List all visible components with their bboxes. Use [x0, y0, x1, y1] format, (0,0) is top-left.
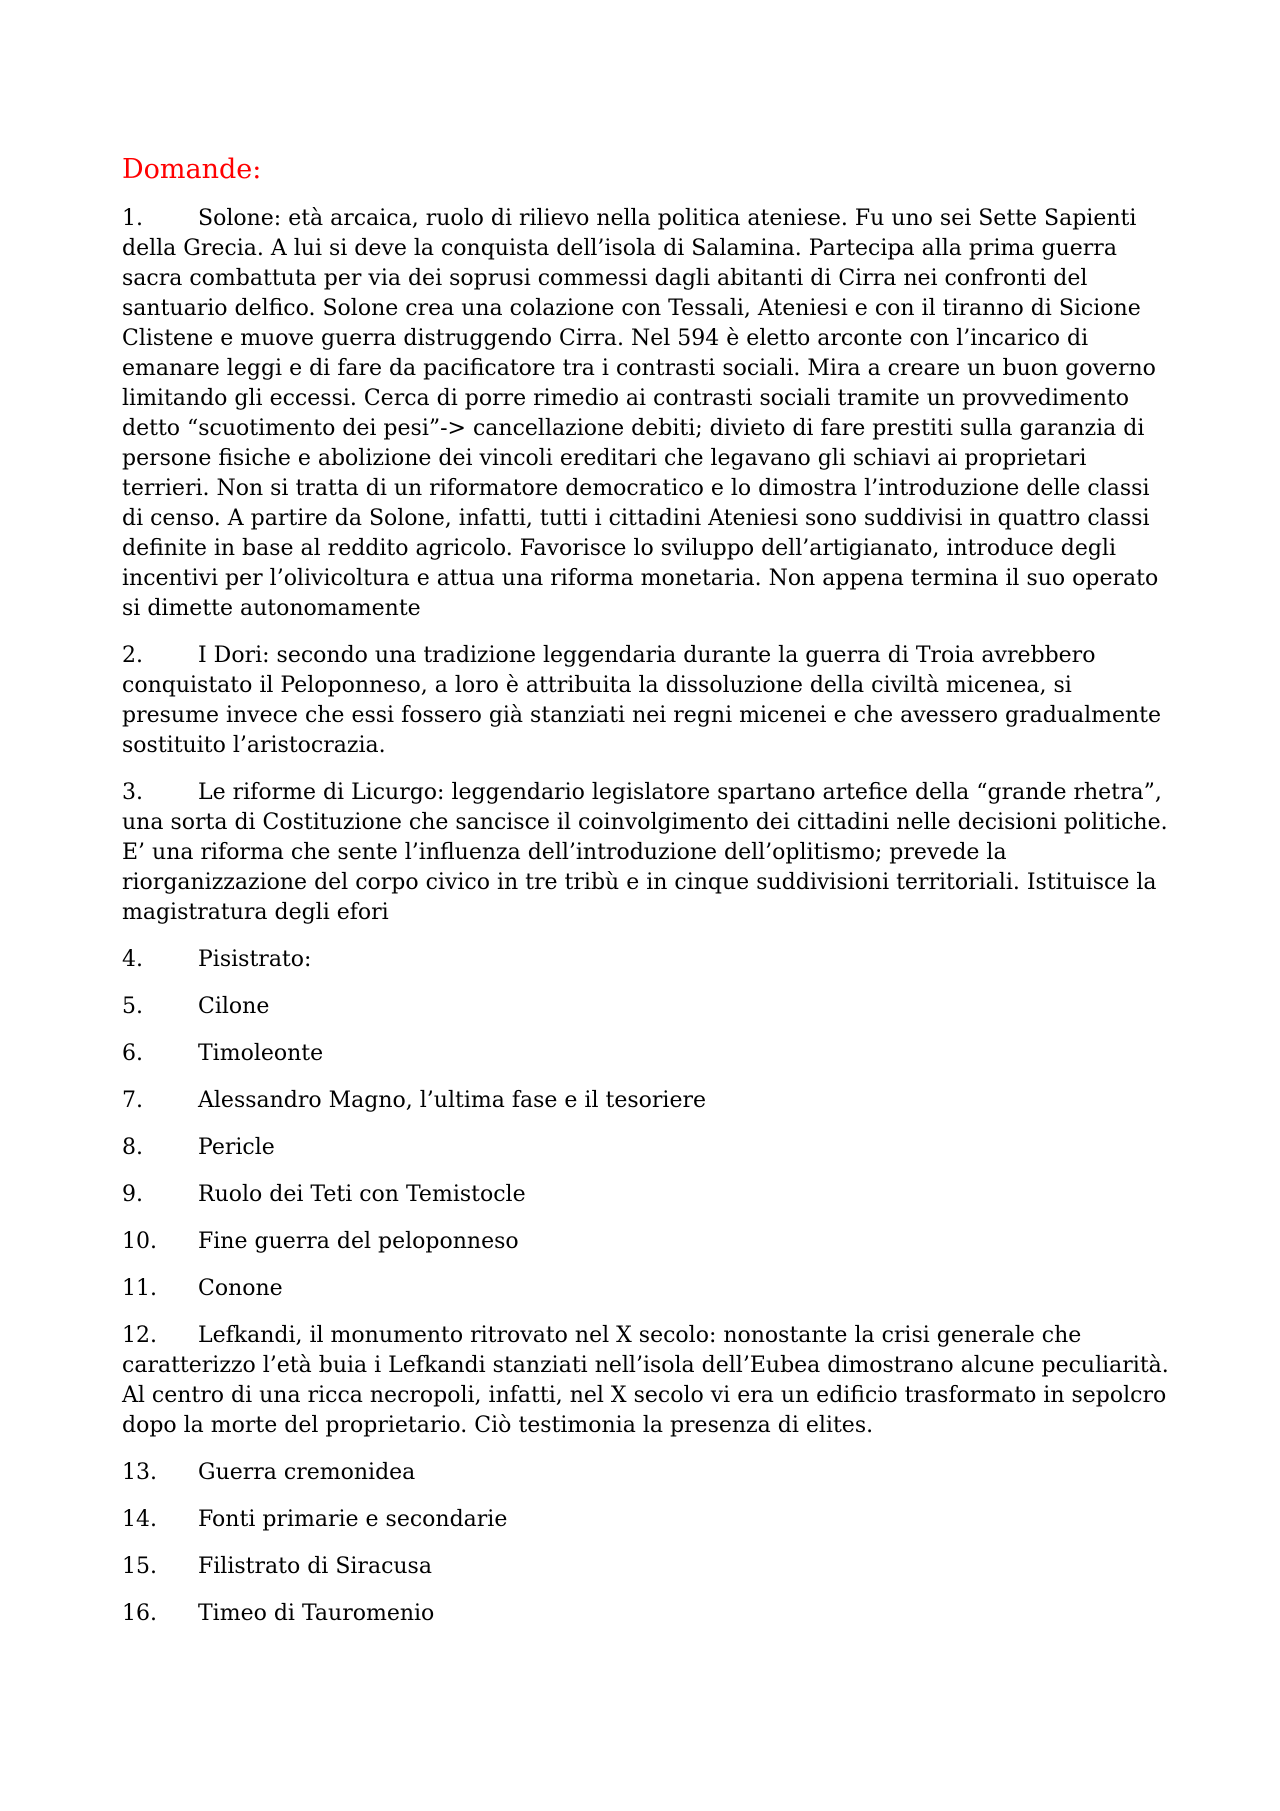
question-text: Timoleonte [198, 1041, 324, 1066]
question-item [122, 1086, 1172, 1116]
question-number: 4. [122, 947, 143, 972]
question-text: Alessandro Magno, l’ultima fase e il tesoriere [198, 1088, 706, 1113]
question-number: 5. [122, 994, 143, 1019]
question-text: Filistrato di Siracusa [198, 1554, 432, 1579]
question-number: 2. [122, 643, 143, 668]
question-item [122, 1039, 1172, 1069]
document-page [122, 150, 1172, 1646]
question-item [122, 1133, 1172, 1163]
document-heading: Domande: [122, 154, 262, 185]
question-text: Timeo di Tauromenio [198, 1601, 435, 1626]
question-item [122, 1505, 1172, 1535]
question-item [122, 1227, 1172, 1257]
question-number: 14. [122, 1507, 157, 1532]
question-text: Guerra cremonidea [198, 1460, 416, 1485]
question-item [122, 1274, 1172, 1304]
question-item [122, 1599, 1172, 1629]
question-text: Le riforme di Licurgo: leggendario legislatore spartano artefice della “grande rhetra”, una sorta di Costituzione che sancisce il coinvolgimento dei cittadini nelle decisioni politiche. E’ una riforma che sente l’influenza dell’introduzione dell’oplitismo; prevede la riorganizzazione del corpo civico in tre tribù e in cinque suddivisioni territoriali. Istituisce la magistratura degli efori [122, 780, 1168, 925]
question-number: 11. [122, 1276, 157, 1301]
question-number: 6. [122, 1041, 143, 1066]
question-item [122, 778, 1172, 928]
question-item [122, 1552, 1172, 1582]
question-number: 9. [122, 1182, 143, 1207]
question-number: 12. [122, 1323, 157, 1348]
question-text: Cilone [198, 994, 270, 1019]
question-text: Conone [198, 1276, 283, 1301]
question-text: Ruolo dei Teti con Temistocle [198, 1182, 526, 1207]
question-number: 3. [122, 780, 143, 805]
question-number: 10. [122, 1229, 157, 1254]
question-number: 8. [122, 1135, 143, 1160]
question-item [122, 992, 1172, 1022]
question-text: Fonti primarie e secondarie [198, 1507, 508, 1532]
question-text: Solone: età arcaica, ruolo di rilievo nella politica ateniese. Fu uno sei Sette Sapienti della Grecia. A lui si deve la conquista dell’isola di Salamina. Partecipa alla prima guerra sacra combattuta per via dei soprusi commessi dagli abitanti di Cirra nei confronti del santuario delfico. Solone crea una colazione con Tessali, Ateniesi e con il tiranno di Sicione Clistene e muove guerra distruggendo Cirra. Nel 594 è eletto arconte con l’incarico di emanare leggi e di fare da pacificatore tra i contrasti sociali. Mira a creare un buon governo limitando gli eccessi. Cerca di porre rimedio ai contrasti sociali tramite un provvedimento detto “scuotimento dei pesi”-> cancellazione debiti; divieto di fare prestiti sulla garanzia di persone fisiche e abolizione dei vincoli ereditari che legavano gli schiavi ai proprietari terrieri. Non si tratta di un riformatore democratico e lo dimostra l’introduzione delle classi di censo. A partire da Solone, infatti, tutti i cittadini Ateniesi sono suddivisi in quattro classi definite in base al reddito agricolo. Favorisce lo sviluppo dell’artigianato, introduce degli incentivi per l’olivicoltura e attua una riforma monetaria. Non appena termina il suo operato si dimette autonomamente [122, 206, 1159, 621]
question-text: Lefkandi, il monumento ritrovato nel X secolo: nonostante la crisi generale che caratterizzo l’età buia i Lefkandi stanziati nell’isola dell’Eubea dimostrano alcune peculiarità. Al centro di una ricca necropoli, infatti, nel X secolo vi era un edificio trasformato in sepolcro dopo la morte del proprietario. Ciò testimonia la presenza di elites. [122, 1323, 1169, 1438]
question-text: Pisistrato: [198, 947, 312, 972]
question-item [122, 1321, 1172, 1441]
question-number: 13. [122, 1460, 157, 1485]
question-text: Pericle [198, 1135, 275, 1160]
question-text: I Dori: secondo una tradizione leggendaria durante la guerra di Troia avrebbero conquistato il Peloponneso, a loro è attribuita la dissoluzione della civiltà micenea, si presume invece che essi fossero già stanziati nei regni micenei e che avessero gradualmente sostituito l’aristocrazia. [122, 643, 1162, 758]
question-number: 15. [122, 1554, 157, 1579]
question-number: 16. [122, 1601, 157, 1626]
question-item [122, 204, 1172, 624]
question-text: Fine guerra del peloponneso [198, 1229, 519, 1254]
question-item [122, 1180, 1172, 1210]
question-number: 7. [122, 1088, 143, 1113]
question-number: 1. [122, 206, 143, 231]
question-list [122, 204, 1172, 1629]
question-item [122, 945, 1172, 975]
question-item [122, 1458, 1172, 1488]
question-item [122, 641, 1172, 761]
